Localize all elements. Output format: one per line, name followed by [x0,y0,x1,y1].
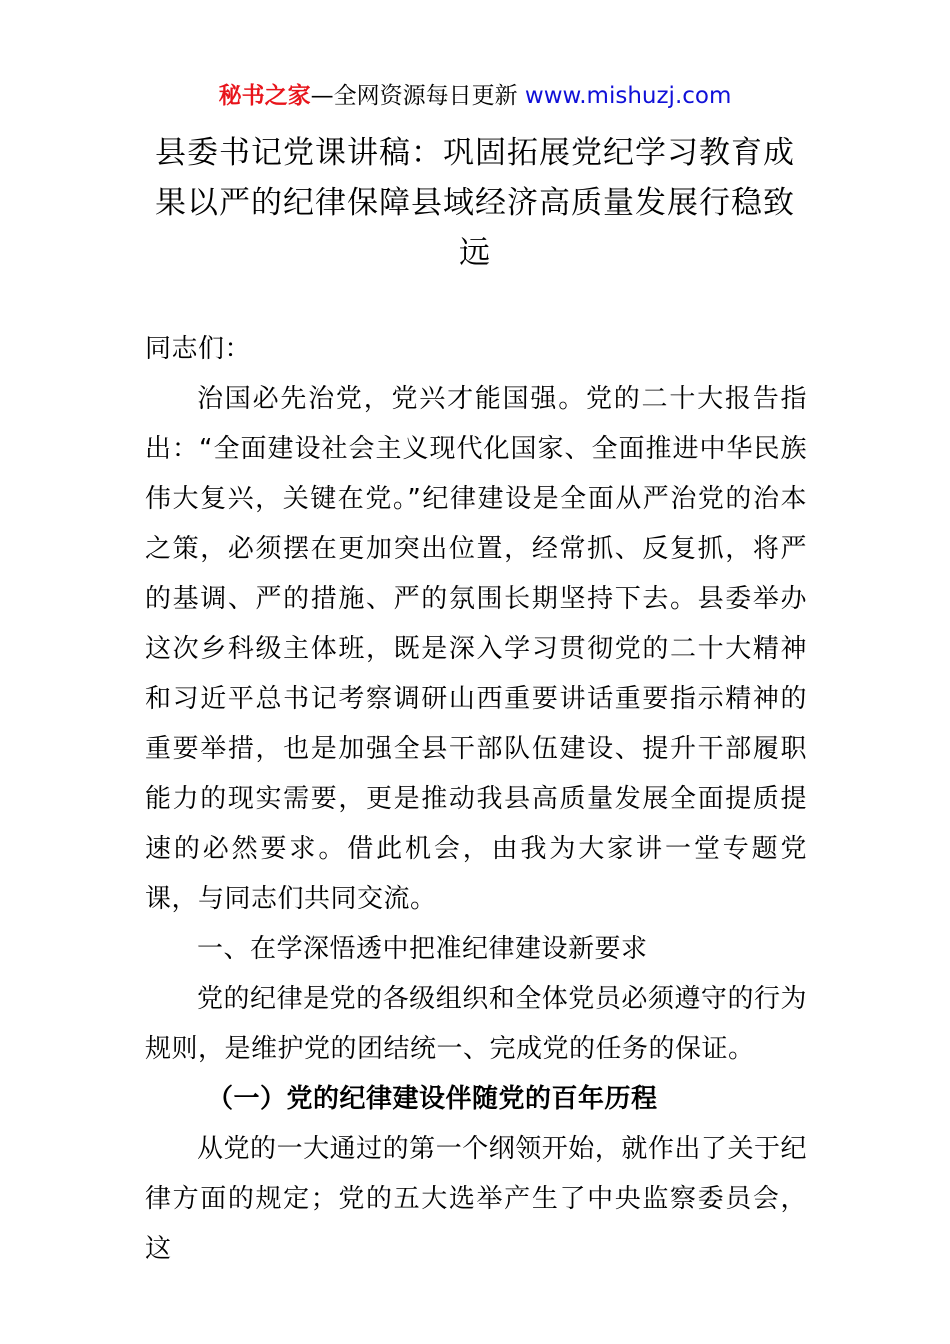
site-url-link[interactable]: www.mishuzj.com [524,83,732,109]
section-heading: 一、在学深悟透中把准纪律建设新要求 [197,934,648,964]
site-header [0,80,950,112]
site-brand: 秘书之家 [218,83,311,109]
subsection-heading: （一）党的纪律建设伴随党的百年历程 [207,1084,658,1114]
site-tagline: —全网资源每日更新 [310,83,525,109]
paragraph-intro: 治国必先治党，党兴才能国强。党的二十大报告指出：“全面建设社会主义现代化国家、全面推进中华民族伟大复兴，关键在党。”纪律建设是全面从严治党的治本之策，必须摆在更加突出位置，经常抓、反复抓，将严的基调、严的措施、严的氛围长期坚持下去。县委举办这次乡科级主体班，既是深入学习贯彻党的二十大精神和习近平总书记考察调研山西重要讲话重要指示精神的重要举措，也是加强全县干部队伍建设、提升干部履职能力的现实需要，更是推动我县高质量发展全面提质提速的必然要求。借此机会，由我为大家讲一堂专题党课，与同志们共同交流。 [145,384,807,914]
paragraph-history: 从党的一大通过的第一个纲领开始，就作出了关于纪律方面的规定；党的五大选举产生了中央监察委员会，这 [145,1134,807,1264]
paragraph-discipline: 党的纪律是党的各级组织和全体党员必须遵守的行为规则，是维护党的团结统一、完成党的任务的保证。 [145,984,807,1064]
greeting: 同志们： [145,334,252,364]
document-title: 县委书记党课讲稿：巩固拓展党纪学习教育成果以严的纪律保障县域经济高质量发展行稳致远 [155,135,795,271]
